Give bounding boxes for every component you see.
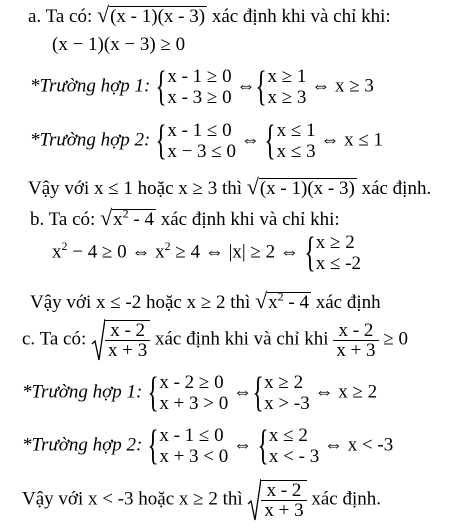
big-sqrt: $\frac{x - 2}{x + 3}$ (91, 318, 150, 362)
part-c-intro: c. Ta có: $\frac{x - 2}{x + 3}$ xác định khi và chỉ khi $\frac{x - 2}{x + 3}$ ≥ 0 (22, 319, 408, 361)
sqrt-icon: √ (255, 288, 268, 313)
part-b-conclusion: Vậy với x ≤ -2 hoặc x ≥ 2 thì $√x^2 - 4$ xác định (30, 288, 381, 313)
sqrt-icon: √ (100, 205, 113, 230)
equiv-icon: ⇔ (323, 434, 343, 456)
part-a-conclusion: Vậy với x ≤ 1 hoặc x ≥ 3 thì √(x - 1)(x - 3) xác định. (28, 174, 432, 199)
equiv-icon: ⇔ (314, 381, 334, 403)
part-a-radicand: (x - 1)(x - 3) (110, 6, 206, 27)
equiv-icon: ⇔ (240, 129, 260, 151)
brace-icon: { (155, 64, 167, 110)
brace-icon: { (147, 423, 159, 469)
equiv-icon: ⇔ (233, 381, 252, 403)
equiv-icon: ⇔ (233, 434, 252, 456)
part-b-intro: b. Ta có: $√x^2 - 4$ xác định khi và chỉ khi: (30, 205, 340, 230)
part-a-prefix: a. Ta có: (28, 6, 98, 27)
case1-equiv-system: x ≥ 1 x ≥ 3 (267, 66, 307, 108)
equiv-icon: ⇔ (311, 75, 331, 97)
brace-icon: { (252, 370, 264, 416)
brace-icon: { (147, 370, 159, 416)
part-a-case1 (30, 66, 374, 108)
case2-system: x - 1 ≤ 0 x − 3 ≤ 0 (167, 120, 236, 162)
part-a-intro (28, 4, 391, 28)
sqrt-icon (247, 478, 261, 522)
sqrt-icon: √ (97, 2, 110, 27)
case1-label: *Trường hợp 1: (30, 75, 151, 97)
brace-icon: { (255, 64, 267, 110)
part-a-suffix: xác định khi và chỉ khi: (207, 6, 391, 27)
case2-result: x ≤ 1 (344, 129, 384, 151)
brace-icon: { (155, 118, 167, 164)
part-b-chain: $x^2 - 4 \ge 0$ ⇔ $x^2 \ge 4$ ⇔ |x| ≥ 2 ⇔ { x ≥ 2 x ≤ -2 (52, 230, 362, 276)
part-c-conclusion: Vậy với x < -3 hoặc x ≥ 2 thì $\frac{x - 2}{x + 3}$ xác định. (22, 480, 381, 521)
part-a-case2 (30, 120, 383, 162)
sqrt-icon (91, 318, 105, 362)
equiv-icon: ⇔ (236, 75, 256, 97)
part-c-case2: *Trường hợp 2: { x - 1 ≤ 0 x + 3 < 0 ⇔ { x ≤ 2 x < - 3 ⇔ x < -3 (22, 423, 394, 469)
part-a-condition: (x − 1)(x − 3) ≥ 0 (52, 34, 186, 55)
sqrt-icon: √ (246, 174, 259, 199)
brace-icon: { (304, 230, 316, 276)
case2-label: *Trường hợp 2: (30, 129, 151, 151)
big-sqrt: $\frac{x - 2}{x + 3}$ (247, 478, 306, 522)
part-c-case1: *Trường hợp 1: { x - 2 ≥ 0 x + 3 > 0 ⇔{ x ≥ 2 x > -3 ⇔ x ≥ 2 (22, 370, 378, 416)
equiv-icon: ⇔ (320, 129, 340, 151)
case1-result: x ≥ 3 (334, 75, 374, 97)
case2-equiv-system: x ≤ 1 x ≤ 3 (276, 120, 316, 162)
brace-icon: { (257, 423, 269, 469)
part-b-system: x ≥ 2 x ≤ -2 (315, 232, 362, 274)
case1-system: x - 1 ≥ 0 x - 3 ≥ 0 (167, 66, 232, 108)
brace-icon: { (265, 118, 277, 164)
